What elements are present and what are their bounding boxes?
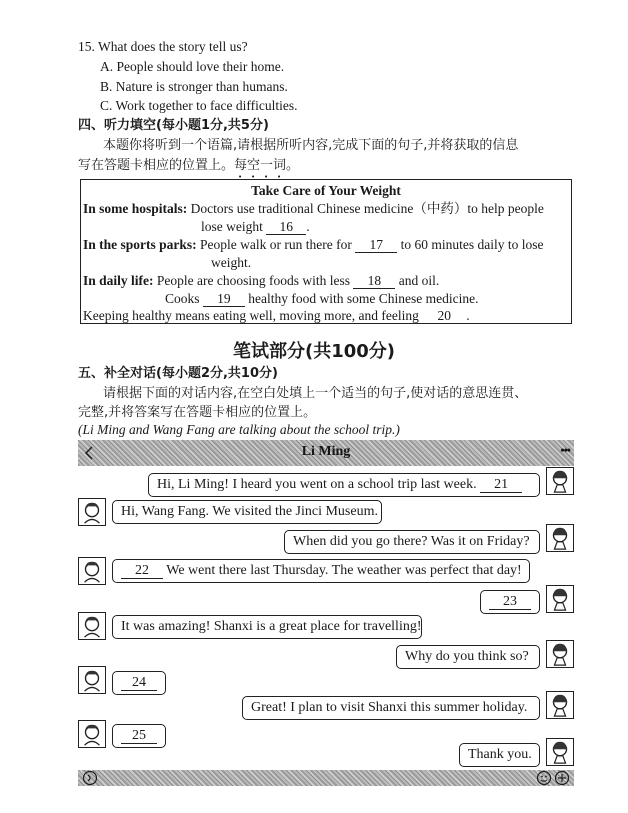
section4-instruction-2	[78, 157, 299, 181]
box-text: Cooks	[165, 291, 200, 306]
chat-message-right	[284, 530, 540, 554]
box-text: to 60 minutes daily to lose	[400, 237, 544, 252]
avatar-wang-fang	[546, 467, 574, 495]
q15-option-b: B. Nature is stronger than humans.	[100, 79, 288, 94]
chat-message-right	[396, 645, 540, 669]
box-text: Keeping healthy means eating well, moving more, and feeling	[83, 308, 419, 323]
avatar-li-ming	[78, 557, 106, 585]
box-label-daily: In daily life:	[83, 273, 154, 288]
girl-avatar-icon	[547, 641, 573, 667]
plus-icon[interactable]	[554, 770, 570, 786]
blank-23: 23	[489, 595, 531, 610]
box-row-daily	[83, 272, 439, 289]
avatar-wang-fang	[546, 585, 574, 613]
section4-instruction-1: 本题你将听到一个语篇,请根据所听内容,完成下面的句子,并将获取的信息	[103, 138, 519, 153]
message-text: Great! I plan to visit Shanxi this summer holiday.	[251, 700, 528, 715]
chat-message-right	[148, 473, 540, 497]
q15-option-a: A. People should love their home.	[100, 59, 285, 74]
section4-instruction-2a: 写在答题卡相应的位置上。	[78, 158, 235, 173]
box-row-hospitals	[83, 200, 544, 217]
box-text: People walk or run there for	[200, 237, 352, 252]
box-row-sports	[83, 236, 543, 253]
more-dots-icon[interactable]: •••	[560, 443, 570, 457]
box-text-hospitals: Doctors use traditional Chinese medicine（中药）to help people	[190, 201, 544, 216]
blank-25: 25	[121, 729, 157, 744]
box-text: healthy food with some Chinese medicine.	[248, 291, 479, 306]
blank-17: 17	[355, 238, 397, 253]
avatar-li-ming	[78, 720, 106, 748]
boy-avatar-icon	[79, 721, 105, 747]
chat-message-left	[112, 500, 382, 524]
box-label-hospitals: In some hospitals:	[83, 201, 188, 216]
chat-footer	[78, 770, 574, 786]
chat-message-left	[112, 671, 166, 695]
voice-icon[interactable]	[82, 770, 98, 786]
blank-21: 21	[480, 478, 522, 493]
avatar-wang-fang	[546, 524, 574, 552]
chat-message-right	[480, 590, 540, 614]
q15-option-c: C. Work together to face difficulties.	[100, 98, 298, 113]
section5-context: (Li Ming and Wang Fang are talking about the school trip.)	[78, 422, 400, 437]
chat-message-left	[112, 615, 422, 639]
message-text: Why do you think so?	[405, 649, 529, 664]
boy-avatar-icon	[79, 558, 105, 584]
avatar-li-ming	[78, 498, 106, 526]
boy-avatar-icon	[79, 499, 105, 525]
section4-instruction-2c: 。	[286, 158, 300, 173]
q15-question: 15. What does the story tell us?	[78, 39, 248, 54]
section4-instruction-emphasis: 每空一词	[234, 158, 287, 173]
message-text: When did you go there? Was it on Friday?	[293, 534, 530, 549]
box-text: .	[466, 308, 470, 323]
blank-18: 18	[353, 274, 395, 289]
message-text: Hi, Wang Fang. We visited the Jinci Museum.	[121, 504, 378, 519]
chat-message-right	[459, 743, 540, 767]
avatar-wang-fang	[546, 640, 574, 668]
blank-24: 24	[121, 676, 157, 691]
box-row-weight	[211, 254, 251, 271]
section4-heading: 四、听力填空(每小题1分,共5分)	[78, 118, 269, 133]
boy-avatar-icon	[79, 613, 105, 639]
chat-message-right	[242, 696, 540, 720]
girl-avatar-icon	[547, 586, 573, 612]
chat-message-left	[112, 724, 166, 748]
listening-box-title: Take Care of Your Weight	[251, 183, 401, 198]
box-text: .	[306, 219, 310, 234]
emoji-icon[interactable]	[536, 770, 552, 786]
written-part-title: 笔试部分(共100分)	[232, 341, 396, 362]
avatar-li-ming	[78, 612, 106, 640]
section5-instruction-1: 请根据下面的对话内容,在空白处填上一个适当的句子,使对话的意思连贯、	[103, 386, 528, 401]
blank-19: 19	[203, 292, 245, 307]
box-text: People are choosing foods with less	[156, 273, 350, 288]
blank-16: 16	[266, 220, 306, 235]
box-text: and oil.	[398, 273, 440, 288]
avatar-wang-fang	[546, 738, 574, 766]
section5-instruction-2: 完整,并将答案写在答题卡相应的位置上。	[78, 405, 317, 420]
girl-avatar-icon	[547, 692, 573, 718]
girl-avatar-icon	[547, 525, 573, 551]
girl-avatar-icon	[547, 739, 573, 765]
blank-20: 20	[422, 309, 466, 324]
listening-box	[80, 179, 572, 324]
chat-header	[78, 440, 574, 466]
box-text: lose weight	[201, 219, 263, 234]
girl-avatar-icon	[547, 468, 573, 494]
message-text: We went there last Thursday. The weather was perfect that day!	[166, 563, 522, 578]
box-label-sports: In the sports parks:	[83, 237, 197, 252]
box-row-feeling	[83, 307, 470, 324]
message-text: Thank you.	[468, 747, 532, 762]
section5-heading: 五、补全对话(每小题2分,共10分)	[78, 366, 278, 381]
avatar-wang-fang	[546, 691, 574, 719]
chat-message-left	[112, 559, 530, 583]
message-text: It was amazing! Shanxi is a great place for travelling!	[121, 619, 422, 634]
box-row-cooks	[165, 290, 478, 307]
boy-avatar-icon	[79, 667, 105, 693]
blank-22: 22	[121, 564, 163, 579]
box-text: weight.	[211, 255, 252, 270]
box-row-16	[201, 218, 310, 235]
chat-title: Li Ming	[301, 444, 351, 459]
avatar-li-ming	[78, 666, 106, 694]
message-text: Hi, Li Ming! I heard you went on a school trip last week.	[157, 477, 477, 492]
